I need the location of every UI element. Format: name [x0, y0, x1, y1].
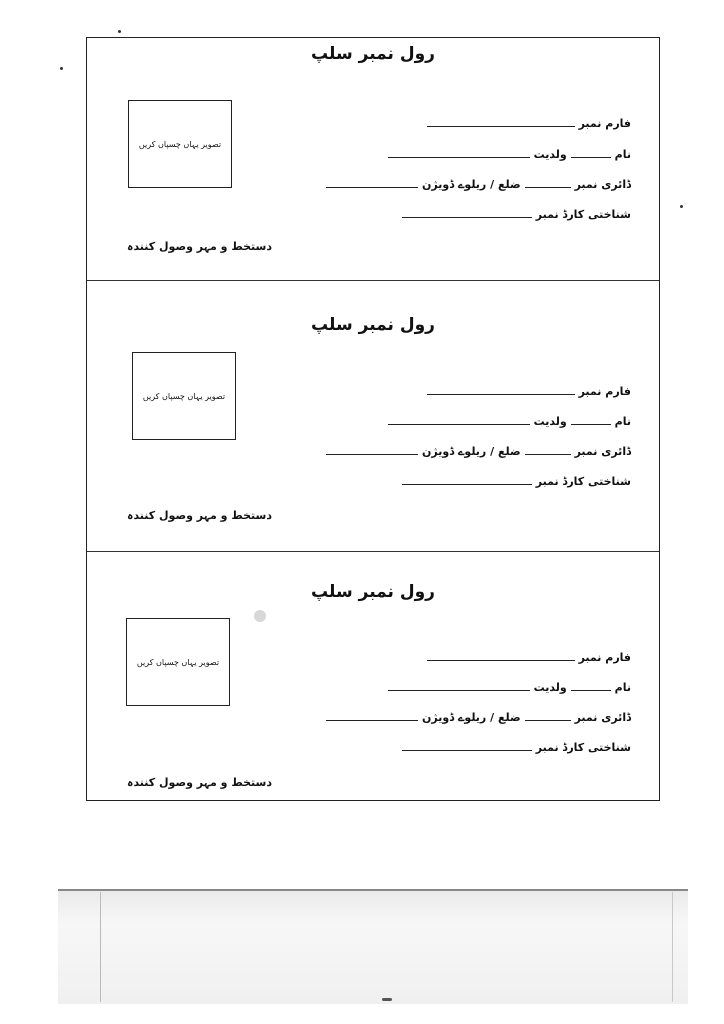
name-field[interactable]	[571, 423, 611, 425]
id-card-label: شناختی کارڈ نمبر	[535, 475, 631, 488]
name-field[interactable]	[571, 689, 611, 691]
scan-speck	[680, 205, 683, 208]
scanner-edge-shadow	[58, 890, 688, 1004]
district-field[interactable]	[326, 186, 418, 188]
scan-speck	[382, 998, 392, 1001]
id-card-row	[402, 475, 631, 488]
diary-number-field[interactable]	[525, 186, 571, 188]
district-label: ضلع / ریلوے ڈویژن	[422, 445, 521, 458]
roll-number-sheet	[86, 37, 660, 801]
scan-smudge	[254, 610, 266, 622]
form-number-field[interactable]	[427, 659, 575, 661]
photo-box-label: تصویر یہاں چسپاں کریں	[136, 657, 220, 667]
district-label: ضلع / ریلوے ڈویژن	[422, 711, 521, 724]
photo-box	[128, 100, 232, 188]
diary-row	[326, 178, 631, 191]
receiver-signature-label: دستخط و مہر وصول کنندہ	[127, 776, 272, 789]
id-card-row	[402, 208, 631, 221]
diary-number-label: ڈائری نمبر	[574, 445, 631, 458]
district-field[interactable]	[326, 719, 418, 721]
father-name-field[interactable]	[388, 423, 530, 425]
photo-box	[126, 618, 230, 706]
form-number-label: فارم نمبر	[578, 117, 631, 130]
father-name-label: ولدیت	[533, 148, 567, 161]
form-number-row	[427, 385, 631, 398]
slip-title: رول نمبر سلپ	[311, 582, 435, 602]
form-number-label: فارم نمبر	[578, 651, 631, 664]
name-row	[388, 415, 631, 428]
id-card-field[interactable]	[402, 216, 532, 218]
father-name-field[interactable]	[388, 156, 530, 158]
receiver-signature-label: دستخط و مہر وصول کنندہ	[127, 240, 272, 253]
photo-box-label: تصویر یہاں چسپاں کریں	[142, 391, 226, 401]
slip-title: رول نمبر سلپ	[311, 315, 435, 335]
district-label: ضلع / ریلوے ڈویژن	[422, 178, 521, 191]
diary-number-label: ڈائری نمبر	[574, 178, 631, 191]
father-name-label: ولدیت	[533, 681, 567, 694]
form-number-label: فارم نمبر	[578, 385, 631, 398]
slip-title: رول نمبر سلپ	[311, 44, 435, 64]
form-number-field[interactable]	[427, 125, 575, 127]
scan-speck	[118, 30, 121, 33]
name-label: نام	[614, 415, 631, 428]
id-card-label: شناختی کارڈ نمبر	[535, 208, 631, 221]
id-card-field[interactable]	[402, 749, 532, 751]
id-card-field[interactable]	[402, 483, 532, 485]
diary-number-field[interactable]	[525, 453, 571, 455]
roll-number-slip	[87, 38, 659, 281]
receiver-signature-label: دستخط و مہر وصول کنندہ	[127, 509, 272, 522]
form-number-field[interactable]	[427, 393, 575, 395]
diary-number-field[interactable]	[525, 719, 571, 721]
id-card-row	[402, 741, 631, 754]
scan-speck	[60, 67, 63, 70]
diary-row	[326, 445, 631, 458]
form-number-row	[427, 117, 631, 130]
scanner-edge-line	[58, 889, 688, 891]
form-number-row	[427, 651, 631, 664]
diary-row	[326, 711, 631, 724]
name-row	[388, 148, 631, 161]
roll-number-slip	[87, 281, 659, 552]
name-row	[388, 681, 631, 694]
diary-number-label: ڈائری نمبر	[574, 711, 631, 724]
father-name-field[interactable]	[388, 689, 530, 691]
name-field[interactable]	[571, 156, 611, 158]
id-card-label: شناختی کارڈ نمبر	[535, 741, 631, 754]
scanner-edge-line	[672, 892, 673, 1002]
name-label: نام	[614, 148, 631, 161]
scanner-edge-line	[100, 892, 101, 1002]
photo-box	[132, 352, 236, 440]
photo-box-label: تصویر یہاں چسپاں کریں	[138, 139, 222, 149]
roll-number-slip	[87, 552, 659, 802]
name-label: نام	[614, 681, 631, 694]
father-name-label: ولدیت	[533, 415, 567, 428]
district-field[interactable]	[326, 453, 418, 455]
